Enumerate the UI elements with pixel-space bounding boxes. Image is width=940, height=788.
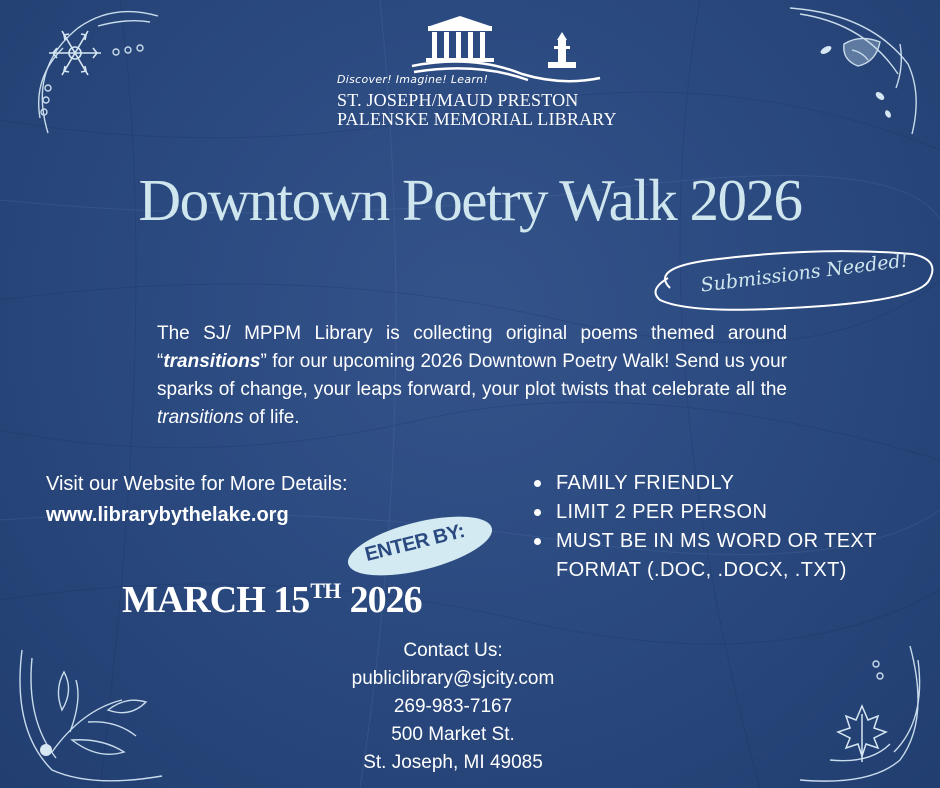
intro-text-part1: The SJ/ MPPM Library is collecting original poems themed around “	[157, 323, 787, 372]
deadline-year: 2026	[349, 579, 422, 621]
bullet-icon	[534, 538, 541, 545]
library-name-line1: ST. JOSEPH/MAUD PRESTON	[337, 90, 579, 110]
rule-item: FAMILY FRIENDLY	[532, 469, 932, 498]
theme-word: transitions	[163, 351, 261, 372]
submissions-needed-callout: Submissions Needed!	[699, 249, 910, 297]
contact-block	[300, 637, 606, 777]
intro-text-part3: of life.	[243, 407, 300, 428]
bullet-icon	[534, 480, 541, 487]
snowflake-corner-decoration	[18, 8, 168, 138]
intro-text-part2: ” for our upcoming 2026 Downtown Poetry Walk! Send us your sparks of change, your leaps forward, your plot twists that celebrate all the	[157, 351, 787, 400]
website-label: Visit our Website for More Details:	[46, 473, 348, 495]
rules-list	[532, 469, 932, 585]
deadline-ordinal: TH	[310, 578, 341, 603]
library-name-line2: PALENSKE MEMORIAL LIBRARY	[337, 109, 617, 129]
theme-word-italic: transitions	[157, 407, 244, 428]
page-title: Downtown Poetry Walk 2026	[138, 167, 802, 233]
deadline-date	[122, 578, 422, 622]
contact-email[interactable]: publiclibrary@sjcity.com	[351, 668, 555, 689]
bullet-icon	[534, 509, 541, 516]
leaf-corner-decoration	[12, 640, 172, 785]
rule-item: LIMIT 2 PER PERSON	[532, 498, 932, 527]
contact-phone[interactable]: 269-983-7167	[393, 696, 513, 717]
contact-city: St. Joseph, MI 49085	[363, 752, 543, 773]
deadline-month-day: MARCH 15	[122, 579, 310, 621]
flower-corner-decoration	[780, 4, 930, 139]
maple-leaf-corner-decoration	[790, 640, 935, 785]
logo-tagline: Discover! Imagine! Learn!	[337, 73, 489, 86]
website-link[interactable]: www.librarybythelake.org	[46, 504, 289, 526]
enter-by-label: ENTER BY:	[362, 520, 467, 567]
intro-paragraph	[157, 320, 787, 432]
contact-street: 500 Market St.	[391, 724, 515, 745]
rule-item: MUST BE IN MS WORD OR TEXT FORMAT (.DOC, .DOCX, .TXT)	[532, 527, 932, 585]
contact-heading: Contact Us:	[403, 640, 503, 661]
